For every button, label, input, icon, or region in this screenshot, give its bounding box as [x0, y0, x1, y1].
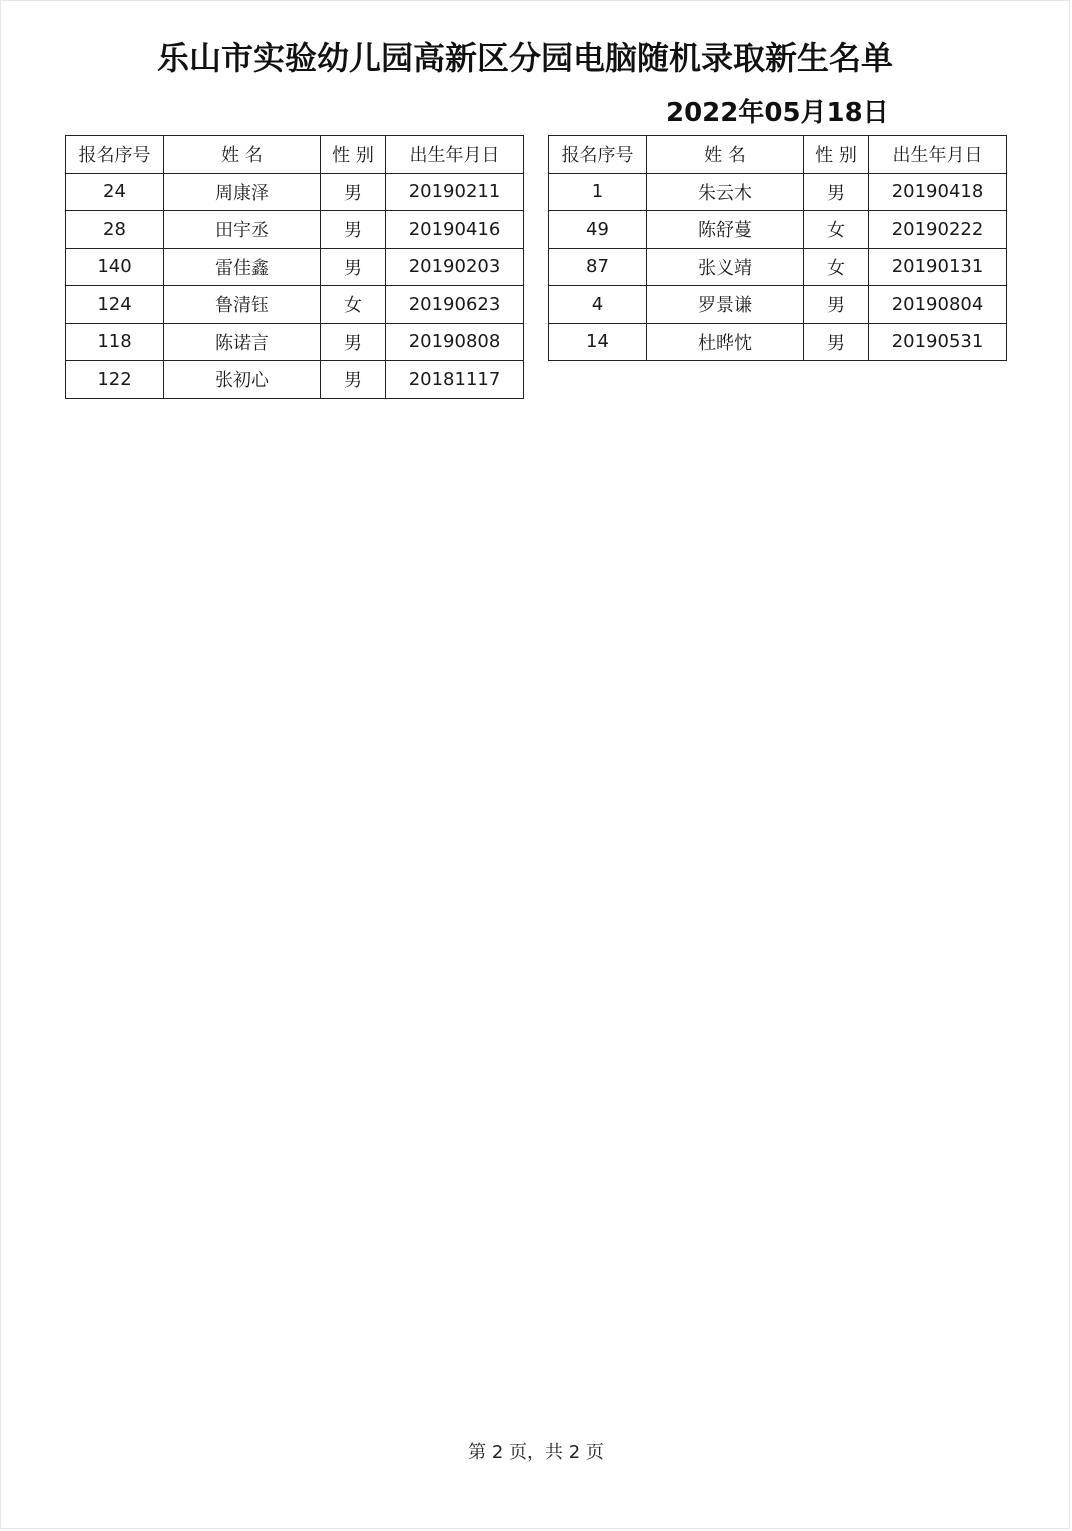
cell-registration-number: 4 [549, 286, 647, 324]
header-registration-number: 报名序号 [549, 136, 647, 174]
header-registration-number: 报名序号 [66, 136, 164, 174]
cell-gender: 女 [804, 248, 869, 286]
cell-birth-date: 20190418 [869, 173, 1007, 211]
cell-registration-number: 49 [549, 211, 647, 249]
cell-registration-number: 1 [549, 173, 647, 211]
cell-registration-number: 122 [66, 361, 164, 399]
cell-name: 雷佳鑫 [164, 248, 321, 286]
cell-name: 陈诺言 [164, 323, 321, 361]
cell-birth-date: 20190531 [869, 323, 1007, 361]
header-name: 姓 名 [647, 136, 804, 174]
table-row [66, 248, 524, 286]
cell-name: 罗景谦 [647, 286, 804, 324]
admission-table-left [65, 135, 524, 399]
cell-name: 朱云木 [647, 173, 804, 211]
table-row [549, 211, 1007, 249]
cell-birth-date: 20190222 [869, 211, 1007, 249]
header-birth-date: 出生年月日 [869, 136, 1007, 174]
header-gender: 性 别 [804, 136, 869, 174]
cell-name: 鲁清钰 [164, 286, 321, 324]
cell-gender: 男 [321, 173, 386, 211]
table-row [66, 286, 524, 324]
cell-registration-number: 140 [66, 248, 164, 286]
cell-name: 陈舒蔓 [647, 211, 804, 249]
cell-gender: 男 [804, 286, 869, 324]
cell-registration-number: 28 [66, 211, 164, 249]
cell-birth-date: 20190203 [386, 248, 524, 286]
table-row [66, 211, 524, 249]
cell-name: 张初心 [164, 361, 321, 399]
header-gender: 性 别 [321, 136, 386, 174]
table-row [549, 323, 1007, 361]
cell-registration-number: 87 [549, 248, 647, 286]
cell-gender: 男 [804, 173, 869, 211]
table-header-row [549, 136, 1007, 174]
table-header-row [66, 136, 524, 174]
cell-registration-number: 24 [66, 173, 164, 211]
cell-birth-date: 20190131 [869, 248, 1007, 286]
cell-gender: 男 [321, 248, 386, 286]
cell-gender: 女 [321, 286, 386, 324]
document-title: 乐山市实验幼儿园高新区分园电脑随机录取新生名单 [156, 39, 893, 77]
page-number-footer: 第 2 页，共 2 页 [468, 1442, 604, 1463]
header-birth-date: 出生年月日 [386, 136, 524, 174]
cell-gender: 女 [804, 211, 869, 249]
cell-gender: 男 [321, 323, 386, 361]
cell-gender: 男 [804, 323, 869, 361]
cell-birth-date: 20190623 [386, 286, 524, 324]
cell-name: 张义靖 [647, 248, 804, 286]
cell-birth-date: 20190808 [386, 323, 524, 361]
table-row [66, 173, 524, 211]
cell-birth-date: 20181117 [386, 361, 524, 399]
admission-table-right [548, 135, 1007, 361]
cell-birth-date: 20190416 [386, 211, 524, 249]
cell-name: 杜晔忱 [647, 323, 804, 361]
cell-name: 周康泽 [164, 173, 321, 211]
cell-registration-number: 118 [66, 323, 164, 361]
table-row [66, 361, 524, 399]
table-row [549, 173, 1007, 211]
cell-birth-date: 20190804 [869, 286, 1007, 324]
table-row [549, 248, 1007, 286]
cell-birth-date: 20190211 [386, 173, 524, 211]
header-name: 姓 名 [164, 136, 321, 174]
cell-gender: 男 [321, 211, 386, 249]
cell-registration-number: 14 [549, 323, 647, 361]
table-row [549, 286, 1007, 324]
cell-name: 田宇丞 [164, 211, 321, 249]
cell-gender: 男 [321, 361, 386, 399]
table-row [66, 323, 524, 361]
document-date: 2022年05月18日 [666, 98, 889, 128]
cell-registration-number: 124 [66, 286, 164, 324]
